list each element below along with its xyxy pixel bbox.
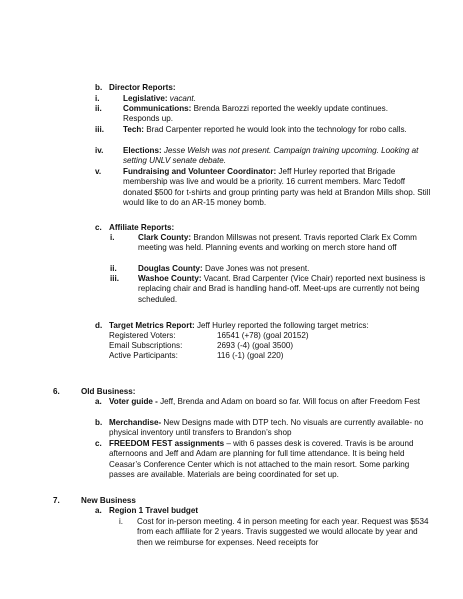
new-subitem-marker: i. [119,517,124,526]
director-item-3-marker: iii. [95,125,104,134]
old-item-freedom-fest: FREEDOM FEST assignments – with 6 passes desk is covered. Travis is be around afternoons and Jeff and Adam are planning for full time attendance. It is being held Ceasar’s Conference Center which is not attached to the main resort. Some parking passes are available. Materials are being coordinated for set up. [109,439,414,480]
director-item-legislative: Legislative: vacant. [123,94,196,103]
affiliate-item-3-marker: iii. [110,274,119,283]
old-item-merchandise: Merchandise- New Designs made with DTP tech. No visuals are currently available- no physical inventory until transfers to Brandon’s shop [109,418,424,438]
director-item-tech: Tech: Brad Carpenter reported he would look into the technology for robo calls. [123,125,407,134]
metrics-label-active: Active Participants: [109,351,178,360]
metrics-value-registered: 16541 (+78) (goal 20152) [217,331,309,340]
affiliate-heading: Affiliate Reports: [109,223,175,232]
director-item-5-marker: v. [95,167,102,176]
director-item-4-marker: iv. [95,146,104,155]
director-heading-marker: b. [95,83,103,92]
affiliate-item-washoe: Washoe County: Vacant. Brad Carpenter (Vice Chair) reported next business is replacing chair and Brad is handling hand-off. Meet-ups are currently not being scheduled. [138,274,426,304]
new-item-title: Region 1 Travel budget [109,506,199,515]
new-business-number: 7. [53,496,60,505]
metrics-heading: Target Metrics Report: Jeff Hurley reported the following target metrics: [109,321,369,330]
old-item-3-marker: c. [95,439,102,448]
affiliate-item-1-marker: i. [110,233,115,242]
old-business-number: 6. [53,387,60,396]
metrics-value-email: 2693 (-4) (goal 3500) [217,341,294,350]
metrics-value-active: 116 (-1) (goal 220) [217,351,284,360]
new-subitem-text: Cost for in-person meeting. 4 in person meeting for each year. Request was $534 from each affiliate for 2 years. Travis suggested we would allocate by year and then we reimburse for expenses. Need receipts for [137,517,429,547]
metrics-label-email: Email Subscriptions: [109,341,183,350]
affiliate-item-2-marker: ii. [110,264,117,273]
new-item-marker: a. [95,506,102,515]
metrics-heading-marker: d. [95,321,103,330]
director-item-fundraising: Fundraising and Volunteer Coordinator: Jeff Hurley reported that Brigade membership was live and would be a priority. 16 current members. Marc Tedoff donated $500 for t-shirts and group printing party was held at Brandon Mills shop. Still would like to do an AR-15 money bomb. [123,167,431,208]
director-item-elections: Elections: Jesse Welsh was not present. Campaign training upcoming. Looking at setting UNLV senate debate. [123,146,419,166]
affiliate-heading-marker: c. [95,223,102,232]
new-business-heading: New Business [81,496,136,505]
old-item-1-marker: a. [95,397,102,406]
old-item-voter-guide: Voter guide - Jeff, Brenda and Adam on board so far. Will focus on after Freedom Fest [109,397,421,406]
director-item-communications: Communications: Brenda Barozzi reported the weekly update continues. Responds up. [123,104,388,124]
affiliate-item-clark: Clark County: Brandon Millswas not present. Travis reported Clark Ex Comm meeting was held. Planning events and working on merch store hand off [138,233,417,253]
director-item-2-marker: ii. [95,104,102,113]
old-business-heading: Old Business: [81,387,136,396]
old-item-2-marker: b. [95,418,103,427]
affiliate-item-douglas: Douglas County: Dave Jones was not present. [138,264,310,273]
metrics-label-registered: Registered Voters: [109,331,176,340]
director-heading: Director Reports: [109,83,176,92]
director-item-1-marker: i. [95,94,100,103]
